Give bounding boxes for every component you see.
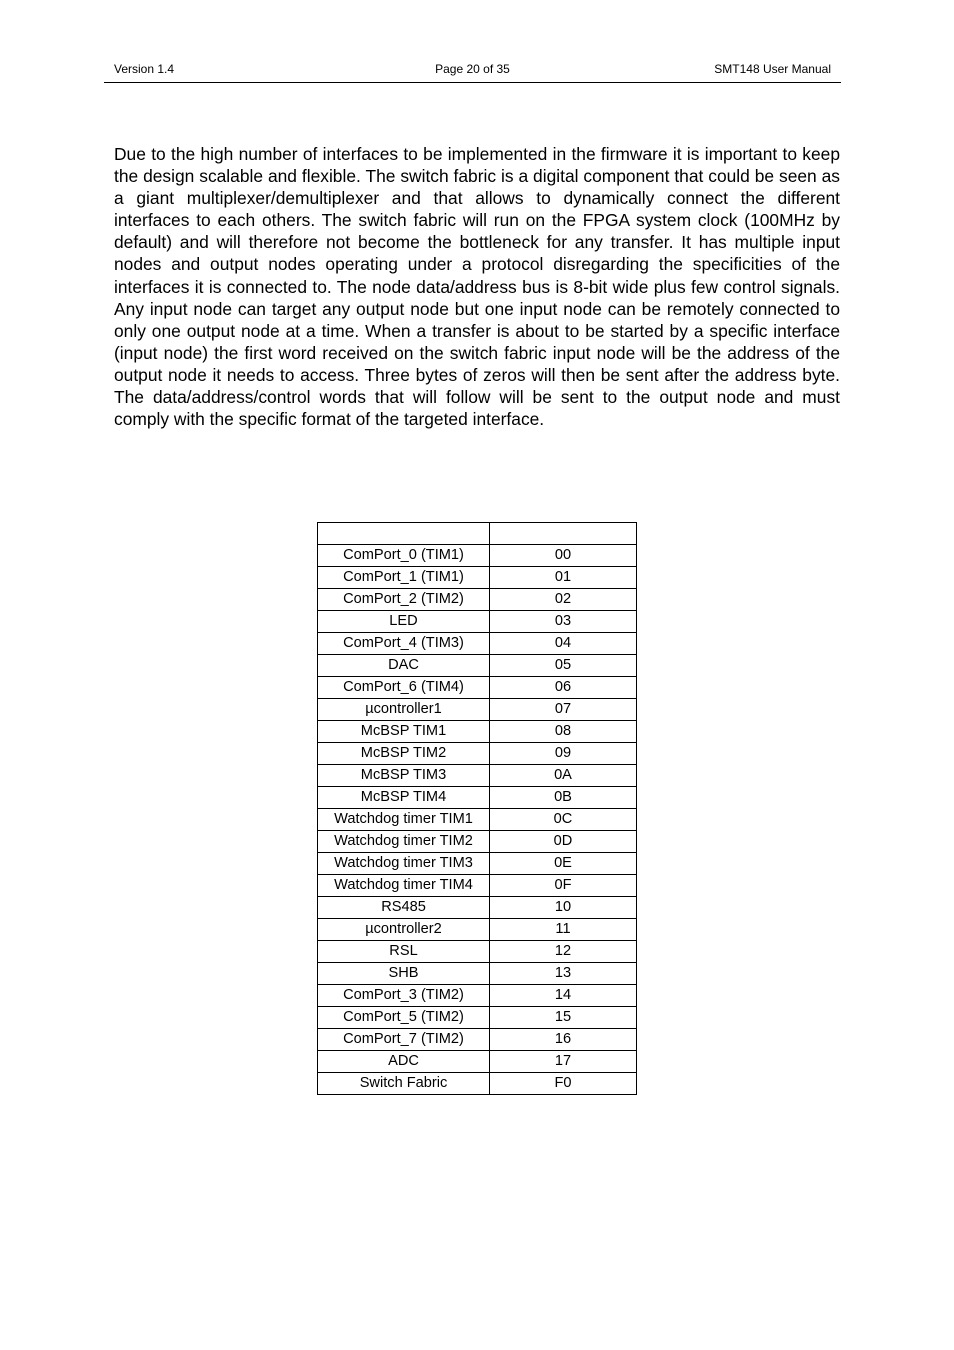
table-row bbox=[318, 611, 637, 633]
address-cell: F0 bbox=[490, 1073, 637, 1095]
table-row bbox=[318, 1029, 637, 1051]
interface-cell: ComPort_1 (TIM1) bbox=[318, 567, 490, 589]
version-label: Version 1.4 bbox=[114, 62, 175, 76]
interface-cell: McBSP TIM1 bbox=[318, 721, 490, 743]
address-cell: 0C bbox=[490, 809, 637, 831]
interface-cell: Watchdog timer TIM3 bbox=[318, 853, 490, 875]
interface-cell: RSL bbox=[318, 941, 490, 963]
address-cell: 0F bbox=[490, 875, 637, 897]
body-paragraph: Due to the high number of interfaces to be implemented in the firmware it is important to keep the design scalable and flexible. The switch fabric is a digital component that could be seen as a giant multiplexer/demultiplexer and that allows to dynamically connect the different interfaces to each others. The switch fabric will run on the FPGA system clock (100MHz by default) and will therefore not become the bottleneck for any transfer. It has multiple input nodes and output nodes operating under a protocol disregarding the specificities of the interfaces it is connected to. The node data/address bus is 8-bit wide plus few control signals. Any input node can target any output node but one input node can be remotely connected to only one output node at a time. When a transfer is about to be started by a specific interface (input node) the first word received on the switch fabric input node will be the address of the output node it needs to access. Three bytes of zeros will then be sent after the address byte. The data/address/control words that will follow will be sent to the output node and must comply with the specific format of the targeted interface. bbox=[114, 144, 840, 430]
address-cell: 17 bbox=[490, 1051, 637, 1073]
address-cell: 0B bbox=[490, 787, 637, 809]
interface-cell: ComPort_0 (TIM1) bbox=[318, 545, 490, 567]
address-table bbox=[317, 522, 637, 1095]
address-cell: 08 bbox=[490, 721, 637, 743]
address-cell: 0A bbox=[490, 765, 637, 787]
table-row bbox=[318, 831, 637, 853]
table-row bbox=[318, 853, 637, 875]
table-header-row bbox=[318, 523, 637, 545]
address-cell: 09 bbox=[490, 743, 637, 765]
table-row bbox=[318, 655, 637, 677]
interface-cell: Watchdog timer TIM4 bbox=[318, 875, 490, 897]
interface-cell: RS485 bbox=[318, 897, 490, 919]
table-row bbox=[318, 589, 637, 611]
table-row bbox=[318, 765, 637, 787]
table-row bbox=[318, 985, 637, 1007]
table-row bbox=[318, 875, 637, 897]
interface-cell: Watchdog timer TIM2 bbox=[318, 831, 490, 853]
address-cell: 04 bbox=[490, 633, 637, 655]
address-cell: 15 bbox=[490, 1007, 637, 1029]
address-cell: 02 bbox=[490, 589, 637, 611]
address-cell: 05 bbox=[490, 655, 637, 677]
column-header-address bbox=[490, 523, 637, 545]
table-row bbox=[318, 941, 637, 963]
interface-cell: SHB bbox=[318, 963, 490, 985]
table-row bbox=[318, 963, 637, 985]
interface-cell: ADC bbox=[318, 1051, 490, 1073]
page-number: Page 20 of 35 bbox=[435, 62, 510, 76]
address-cell: 06 bbox=[490, 677, 637, 699]
interface-cell: ComPort_7 (TIM2) bbox=[318, 1029, 490, 1051]
address-cell: 12 bbox=[490, 941, 637, 963]
interface-cell: µcontroller1 bbox=[318, 699, 490, 721]
interface-cell: µcontroller2 bbox=[318, 919, 490, 941]
interface-cell: ComPort_6 (TIM4) bbox=[318, 677, 490, 699]
address-cell: 11 bbox=[490, 919, 637, 941]
address-cell: 0E bbox=[490, 853, 637, 875]
address-cell: 0D bbox=[490, 831, 637, 853]
interface-cell: ComPort_2 (TIM2) bbox=[318, 589, 490, 611]
interface-cell: ComPort_5 (TIM2) bbox=[318, 1007, 490, 1029]
table-row bbox=[318, 721, 637, 743]
table-row bbox=[318, 1073, 637, 1095]
address-cell: 16 bbox=[490, 1029, 637, 1051]
interface-cell: McBSP TIM3 bbox=[318, 765, 490, 787]
column-header-interface bbox=[318, 523, 490, 545]
interface-cell: McBSP TIM2 bbox=[318, 743, 490, 765]
address-cell: 01 bbox=[490, 567, 637, 589]
address-cell: 07 bbox=[490, 699, 637, 721]
interface-cell: ComPort_4 (TIM3) bbox=[318, 633, 490, 655]
table-row bbox=[318, 1007, 637, 1029]
table-row bbox=[318, 567, 637, 589]
address-cell: 13 bbox=[490, 963, 637, 985]
table-row bbox=[318, 1051, 637, 1073]
address-cell: 14 bbox=[490, 985, 637, 1007]
table-row bbox=[318, 743, 637, 765]
table-row bbox=[318, 897, 637, 919]
address-cell: 00 bbox=[490, 545, 637, 567]
document-title: SMT148 User Manual bbox=[714, 62, 831, 76]
table-row bbox=[318, 787, 637, 809]
table-body bbox=[318, 545, 637, 1095]
interface-cell: McBSP TIM4 bbox=[318, 787, 490, 809]
table-row bbox=[318, 919, 637, 941]
interface-cell: LED bbox=[318, 611, 490, 633]
interface-cell: Watchdog timer TIM1 bbox=[318, 809, 490, 831]
interface-cell: Switch Fabric bbox=[318, 1073, 490, 1095]
interface-cell: DAC bbox=[318, 655, 490, 677]
table-row bbox=[318, 677, 637, 699]
table-row bbox=[318, 809, 637, 831]
table-row bbox=[318, 545, 637, 567]
table-row bbox=[318, 633, 637, 655]
address-cell: 10 bbox=[490, 897, 637, 919]
table-row bbox=[318, 699, 637, 721]
interface-cell: ComPort_3 (TIM2) bbox=[318, 985, 490, 1007]
address-cell: 03 bbox=[490, 611, 637, 633]
page-header bbox=[104, 61, 841, 83]
